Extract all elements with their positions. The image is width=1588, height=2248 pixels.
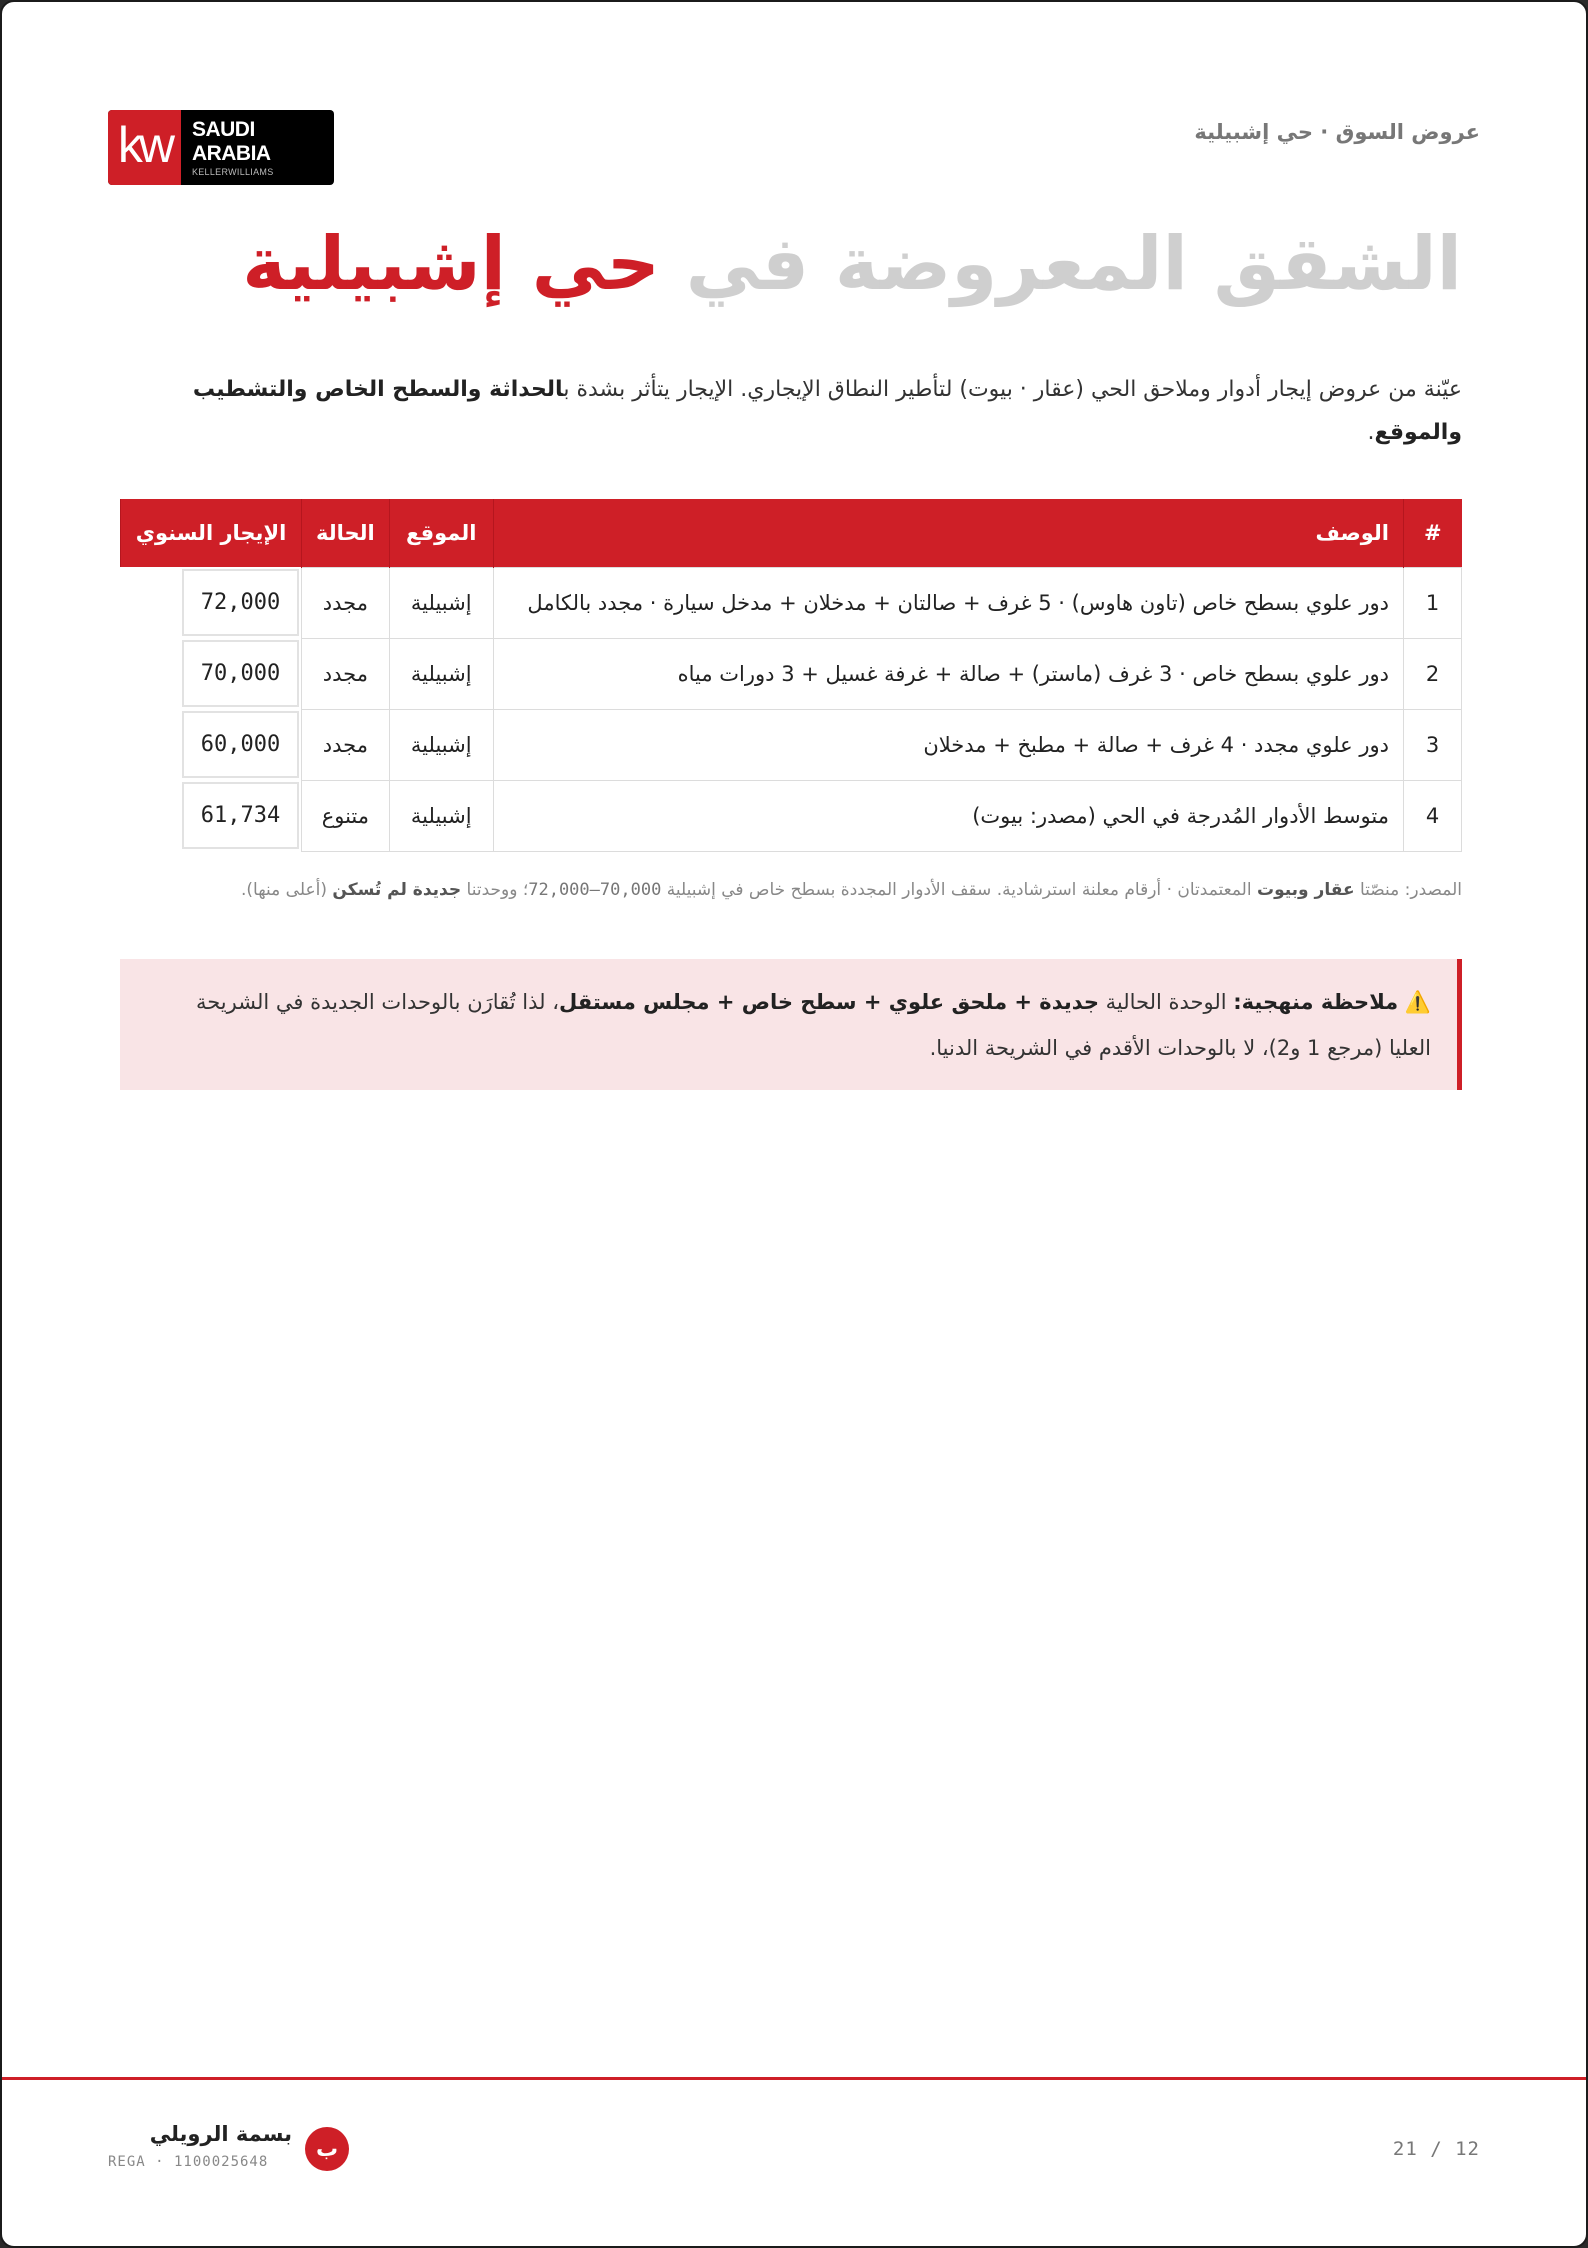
page-number: 21 / 12	[1392, 2138, 1480, 2160]
source-text-4: (أعلى منها).	[240, 880, 333, 900]
listings-table	[120, 499, 1462, 852]
note-text-1: الوحدة الحالية	[1098, 990, 1234, 1014]
row-status: مجدد	[302, 638, 390, 709]
note-bold: جديدة + ملحق علوي + سطح خاص + مجلس مستقل	[559, 990, 1099, 1014]
intro-text: عيّنة من عروض إيجار أدوار وملاحق الحي (عقار · بيوت) لتأطير النطاق الإيجاري. الإيجار يتأثر بشدة ب	[563, 377, 1462, 402]
title-part-2: حي إشبيلية	[242, 221, 661, 307]
source-note	[102, 880, 1462, 900]
header-location: الموقع	[389, 499, 493, 567]
header-annual-rent: الإيجار السنوي	[121, 499, 302, 567]
row-rent: 60,000	[182, 711, 299, 778]
source-text-1: المصدر: منصّتا	[1354, 880, 1462, 900]
page-title	[162, 220, 1462, 309]
table-row	[121, 780, 1462, 851]
footer-divider	[2, 2077, 1588, 2080]
kw-logo-text	[181, 110, 334, 185]
row-num: 4	[1404, 780, 1462, 851]
row-location: إشبيلية	[389, 638, 493, 709]
row-rent-cell	[121, 709, 302, 780]
agent-license: REGA · 1100025648	[108, 2154, 269, 2170]
title-part-1: الشقق المعروضة في	[685, 221, 1462, 307]
row-status: مجدد	[302, 709, 390, 780]
section-title: عروض السوق · حي إشبيلية	[1194, 120, 1480, 144]
row-rent: 61,734	[182, 782, 299, 849]
row-location: إشبيلية	[389, 567, 493, 638]
row-description: دور علوي مجدد · 4 غرف + صالة + مطبخ + مدخلان	[493, 709, 1403, 780]
row-rent: 72,000	[182, 569, 299, 636]
kw-logo	[108, 110, 334, 185]
intro-end: .	[1367, 420, 1375, 445]
avatar: ب	[305, 2127, 349, 2171]
intro-bold: الحداثة والسطح الخاص والتشطيب والموقع	[192, 377, 1462, 445]
row-rent: 70,000	[182, 640, 299, 707]
note-label: ملاحظة منهجية:	[1233, 990, 1399, 1014]
warning-icon: ⚠️	[1404, 990, 1431, 1014]
kw-logo-mark: kw	[108, 110, 181, 185]
intro-paragraph	[122, 368, 1462, 454]
row-status: مجدد	[302, 567, 390, 638]
header-status: الحالة	[302, 499, 390, 567]
source-range: 70,000–72,000	[528, 880, 662, 900]
row-description: متوسط الأدوار المُدرجة في الحي (مصدر: بيوت)	[493, 780, 1403, 851]
note-text-2: ، لذا تُقارَن بالوحدات الجديدة في الشريحة العليا (مرجع 1 و2)، لا بالوحدات الأقدم في الشريحة الدنيا.	[195, 990, 1431, 1060]
table-row	[121, 567, 1462, 638]
source-text-3: ؛ ووحدتنا	[461, 880, 529, 900]
row-status: متنوع	[302, 780, 390, 851]
header-num: #	[1404, 499, 1462, 567]
row-num: 3	[1404, 709, 1462, 780]
header-description: الوصف	[493, 499, 1403, 567]
row-location: إشبيلية	[389, 709, 493, 780]
table-header-row	[121, 499, 1462, 567]
source-text-2: المعتمدتان · أرقام معلنة استرشادية. سقف الأدوار المجددة بسطح خاص في إشبيلية	[661, 880, 1257, 900]
table-row	[121, 709, 1462, 780]
row-description: دور علوي بسطح خاص · 3 غرف (ماستر) + صالة + غرفة غسيل + 3 دورات مياه	[493, 638, 1403, 709]
row-location: إشبيلية	[389, 780, 493, 851]
table-row	[121, 638, 1462, 709]
row-num: 1	[1404, 567, 1462, 638]
logo-country: SAUDI ARABIA	[191, 118, 271, 165]
logo-subtitle: KELLERWILLIAMS	[191, 167, 274, 177]
row-rent-cell	[121, 638, 302, 709]
methodology-note	[120, 959, 1462, 1090]
source-bold-1: عقار وبيوت	[1256, 880, 1355, 900]
row-num: 2	[1404, 638, 1462, 709]
row-rent-cell	[121, 567, 302, 638]
agent-name: بسمة الرويلي	[149, 2122, 292, 2146]
row-rent-cell	[121, 780, 302, 851]
source-bold-2: جديدة لم تُسكن	[332, 880, 462, 900]
row-description: دور علوي بسطح خاص (تاون هاوس) · 5 غرف + صالتان + مدخلان + مدخل سيارة · مجدد بالكامل	[493, 567, 1403, 638]
